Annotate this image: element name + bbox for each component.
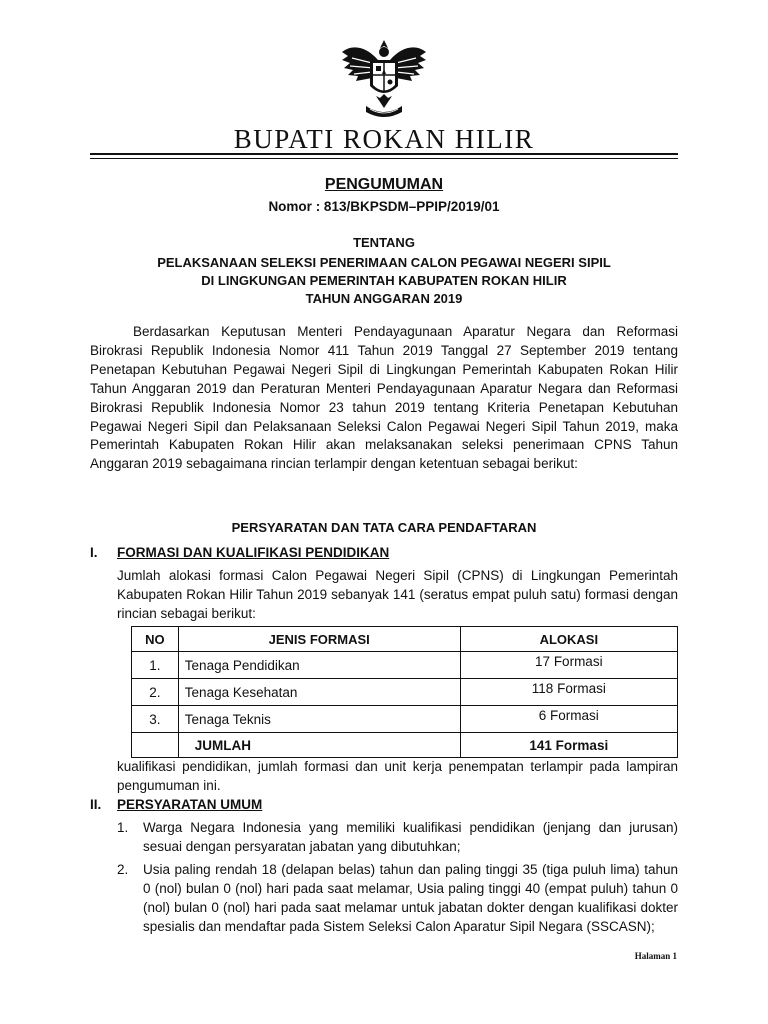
total-label: JUMLAH xyxy=(178,733,460,758)
row-number: 3. xyxy=(132,706,179,733)
subject-line: PELAKSANAAN SELEKSI PENERIMAAN CALON PEGAWAI NEGERI SIPIL xyxy=(157,255,611,270)
table-header: NO xyxy=(132,627,179,652)
row-number: 2. xyxy=(132,679,179,706)
main-heading: PERSYARATAN DAN TATA CARA PENDAFTARAN xyxy=(231,520,537,535)
list-item xyxy=(117,860,678,936)
table-row xyxy=(132,706,678,733)
announcement-number: Nomor : 813/BKPSDM–PPIP/2019/01 xyxy=(268,199,500,214)
section-title: FORMASI DAN KUALIFIKASI PENDIDIKAN xyxy=(117,545,390,560)
table-row xyxy=(132,679,678,706)
table-header: JENIS FORMASI xyxy=(178,627,460,652)
table-header-row xyxy=(132,627,678,652)
section-number: II. xyxy=(90,797,102,812)
header-rule-thick xyxy=(90,153,678,155)
header-title: BUPATI ROKAN HILIR xyxy=(233,124,535,154)
list-item xyxy=(117,818,678,856)
total-value: 141 Formasi xyxy=(460,733,677,758)
page-number: Halaman 1 xyxy=(634,951,677,961)
garuda-emblem-icon xyxy=(338,38,430,122)
item-text: Warga Negara Indonesia yang memiliki kualifikasi pendidikan (jenjang dan jurusan) sesuai dengan persyaratan jabatan yang dibutuhkan; xyxy=(143,820,678,854)
section-number: I. xyxy=(90,545,98,560)
row-jenis: Tenaga Kesehatan xyxy=(178,679,460,706)
row-alokasi: 6 Formasi xyxy=(460,706,677,733)
announcement-title: PENGUMUMAN xyxy=(324,176,444,193)
subject-line: TAHUN ANGGARAN 2019 xyxy=(305,291,463,306)
section-1-text: Jumlah alokasi formasi Calon Pegawai Negeri Sipil (CPNS) di Lingkungan Pemerintah Kabupaten Rokan Hilir Tahun 2019 sebanyak 141 (seratus empat puluh satu) formasi dengan rincian sebagai berikut: xyxy=(117,568,678,621)
table-header: ALOKASI xyxy=(460,627,677,652)
table-total-row xyxy=(132,733,678,758)
section-title: PERSYARATAN UMUM xyxy=(117,797,263,812)
row-jenis: Tenaga Pendidikan xyxy=(178,652,460,679)
section-1-after-text: kualifikasi pendidikan, jumlah formasi dan unit kerja penempatan terlampir pada lampiran pengumuman ini. xyxy=(117,759,678,793)
requirements-list xyxy=(117,818,678,940)
item-number: 2. xyxy=(117,862,129,877)
formasi-table xyxy=(131,626,678,758)
table-row xyxy=(132,652,678,679)
row-alokasi: 17 Formasi xyxy=(460,652,677,679)
announcement-tentang: TENTANG xyxy=(353,235,415,250)
row-alokasi: 118 Formasi xyxy=(460,679,677,706)
item-text: Usia paling rendah 18 (delapan belas) tahun dan paling tinggi 35 (tiga puluh lima) tahun 0 (nol) bulan 0 (nol) hari pada saat melamar, Usia paling tinggi 40 (empat puluh) tahun 0 (nol) bulan 0 (nol) hari pada saat melamar untuk jabatan dokter dengan kualifikasi dokter spesialis dan mendaftar pada Sistem Seleksi Calon Aparatur Sipil Negara (SSCASN); xyxy=(143,862,678,934)
row-jenis: Tenaga Teknis xyxy=(178,706,460,733)
subject-line: DI LINGKUNGAN PEMERINTAH KABUPATEN ROKAN HILIR xyxy=(201,273,567,288)
item-number: 1. xyxy=(117,820,129,835)
section-1-heading xyxy=(90,545,389,560)
row-number: 1. xyxy=(132,652,179,679)
intro-paragraph: Berdasarkan Keputusan Menteri Pendayagunaan Aparatur Negara dan Reformasi Birokrasi Republik Indonesia Nomor 411 Tahun 2019 Tanggal 27 September 2019 tentang Penetapan Kebutuhan Pegawai Negeri Sipil di Lingkungan Pemerintah Kabupaten Rokan Hilir Tahun Anggaran 2019 dan Peraturan Menteri Pendayagunaan Aparatur Negara dan Reformasi Birokrasi Republik Indonesia Nomor 23 tahun 2019 tentang Kriteria Penetapan Kebutuhan Pegawai Negeri Sipil dan Pelaksanaan Seleksi Calon Pegawai Negeri Sipil Tahun 2019, maka Pemerintah Kabupaten Rokan Hilir akan melaksanakan seleksi penerimaan CPNS Tahun Anggaran 2019 sebagaimana rincian terlampir dengan ketentuan sebagai berikut: xyxy=(90,324,678,472)
section-2-heading xyxy=(90,797,262,812)
header-rule-thin xyxy=(90,158,678,159)
